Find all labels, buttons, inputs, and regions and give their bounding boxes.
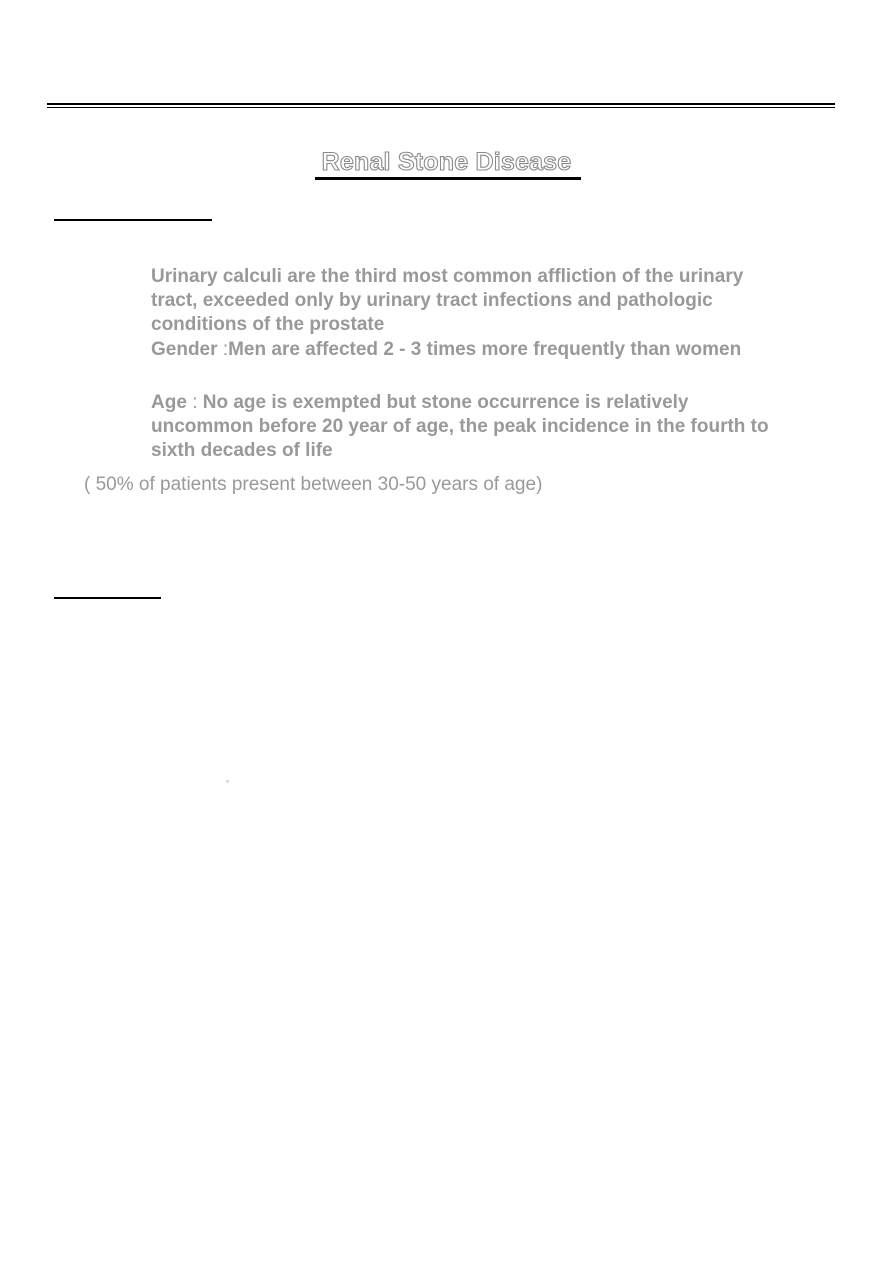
gender-paragraph <box>151 338 851 362</box>
age-line-2: uncommon before 20 year of age, the peak incidence in the fourth to <box>151 416 769 437</box>
age-note: ( 50% of patients present between 30-50 years of age) <box>84 474 543 495</box>
gender-label: Gender <box>151 339 223 360</box>
title-underline <box>315 177 581 180</box>
age-label: Age <box>151 392 193 413</box>
age-line-1 <box>151 391 851 415</box>
header-rule-thick <box>47 103 835 105</box>
gender-separator: : <box>222 339 229 360</box>
intro-line-2: tract, exceeded only by urinary tract infections and pathologic <box>151 290 713 311</box>
gender-text: Men are affected 2 - 3 times more frequently than women <box>228 339 742 360</box>
age-line-1-text: No age is exempted but stone occurrence is relatively <box>202 392 689 413</box>
section-heading-underline-intro <box>54 219 212 221</box>
intro-line-3: conditions of the prostate <box>151 314 385 335</box>
age-separator: : <box>192 392 203 413</box>
age-paragraph <box>151 391 851 463</box>
intro-paragraph <box>151 265 851 337</box>
intro-line-1: Urinary calculi are the third most common affliction of the urinary <box>151 266 744 287</box>
section-heading-underline-second <box>54 597 161 599</box>
bullet-mark: ◦ <box>226 776 230 786</box>
header-rule-thin <box>47 107 835 108</box>
age-line-3: sixth decades of life <box>151 440 333 461</box>
gender-line <box>151 338 851 362</box>
page-title: Renal Stone Disease <box>321 148 572 176</box>
